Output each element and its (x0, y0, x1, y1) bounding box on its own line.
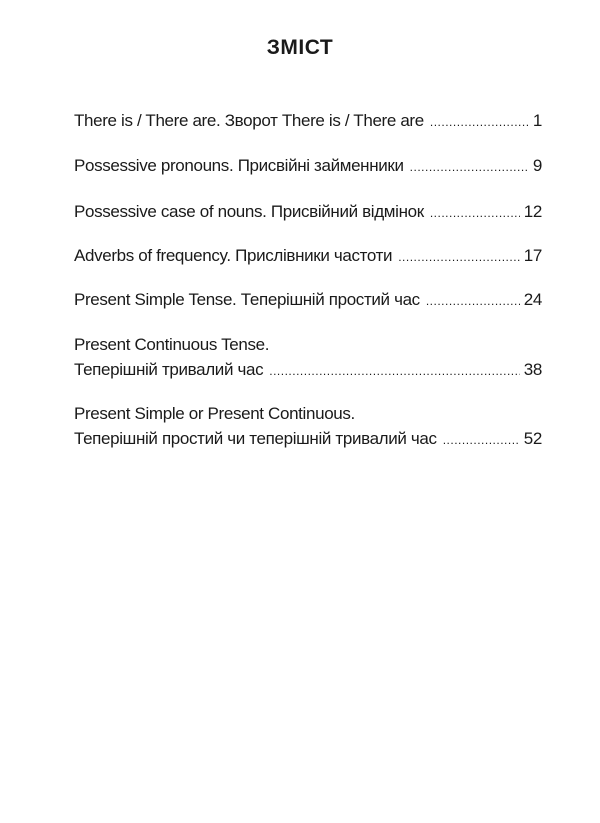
toc-entry-title: Present Simple Tense. Теперішній простий час (74, 290, 420, 309)
toc-page-number: 9 (532, 156, 542, 175)
toc-entry[interactable] (74, 199, 542, 226)
toc-page-number: 17 (523, 246, 542, 265)
dot-leader (430, 201, 520, 226)
toc-page-number: 12 (523, 202, 542, 221)
toc-page-number: 52 (523, 429, 542, 448)
toc-entry-title: Possessive case of nouns. Присвійний відмінок (74, 202, 424, 221)
toc-entry[interactable] (74, 243, 542, 270)
dot-leader (443, 428, 520, 453)
dot-leader (426, 289, 520, 314)
toc-entry-subtitle: Теперішній тривалий час (74, 360, 264, 379)
toc-entry[interactable] (74, 332, 542, 384)
toc-entry-title: Present Continuous Tense. (74, 335, 270, 354)
toc-entry[interactable] (74, 108, 542, 135)
toc-entry-title: Present Simple or Present Continuous. (74, 404, 355, 423)
toc-page-number: 1 (532, 111, 542, 130)
page-title: ЗМІСТ (266, 36, 334, 59)
toc-entry-title: Adverbs of frequency. Прислівники частоти (74, 246, 393, 265)
toc-entry-title: There is / There are. Зворот There is / There are (74, 111, 424, 130)
toc-entry[interactable] (74, 401, 542, 453)
dot-leader (430, 110, 529, 135)
dot-leader (410, 155, 529, 180)
dot-leader (269, 359, 520, 384)
toc-entry-title: Possessive pronouns. Присвійні займенники (74, 156, 404, 175)
dot-leader (398, 245, 520, 270)
toc-page-number: 24 (523, 290, 542, 309)
toc-entry[interactable] (74, 153, 542, 180)
toc-page-number: 38 (523, 360, 542, 379)
toc-entry-subtitle: Теперішній простий чи теперішній тривалий час (74, 429, 437, 448)
toc-entry[interactable] (74, 287, 542, 314)
